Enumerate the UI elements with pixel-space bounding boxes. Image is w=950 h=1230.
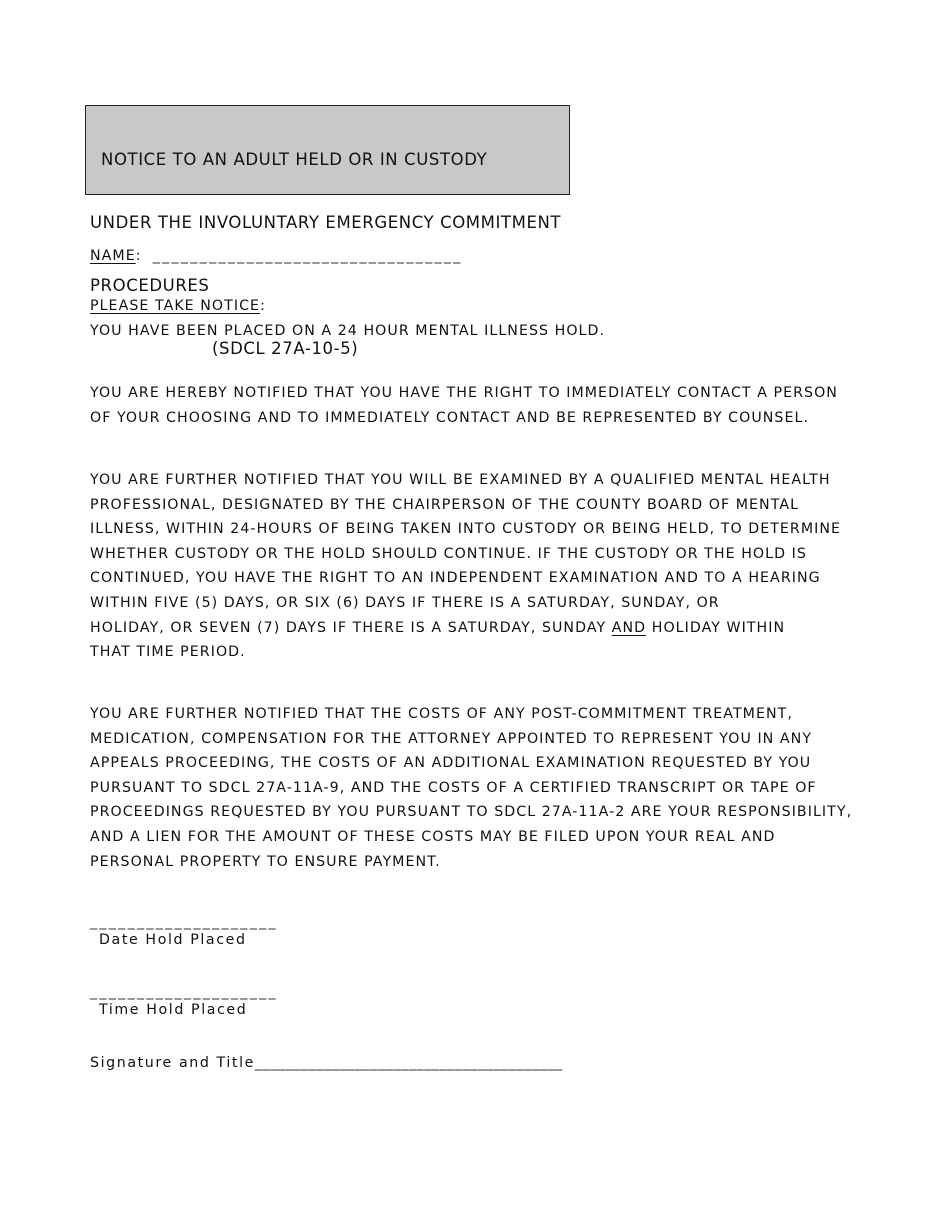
paragraph-examination-rights	[90, 468, 841, 665]
paragraph-line: AND A LIEN FOR THE AMOUNT OF THESE COSTS MAY BE FILED UPON YOUR REAL AND	[90, 828, 776, 845]
paragraph-line: YOU ARE HEREBY NOTIFIED THAT YOU HAVE THE RIGHT TO IMMEDIATELY CONTACT A PERSON	[90, 385, 838, 401]
paragraph-line: YOU ARE FURTHER NOTIFIED THAT YOU WILL BE EXAMINED BY A QUALIFIED MENTAL HEALTH	[90, 472, 831, 488]
name-blank-line[interactable]: _________________________________	[152, 248, 463, 264]
signature-label: Signature and Title	[90, 1055, 255, 1071]
title-line-2: UNDER THE INVOLUNTARY EMERGENCY COMMITMENT	[90, 213, 562, 232]
title-line-1: NOTICE TO AN ADULT HELD OR IN CUSTODY	[101, 150, 488, 169]
statute-reference: (SDCL 27A-10-5)	[212, 339, 359, 358]
paragraph-line: WHETHER CUSTODY OR THE HOLD SHOULD CONTINUE. IF THE CUSTODY OR THE HOLD IS	[90, 545, 807, 562]
paragraph-line: THAT TIME PERIOD.	[90, 644, 246, 661]
date-hold-placed-label: Date Hold Placed	[99, 932, 247, 948]
paragraph-line: PROCEEDINGS REQUESTED BY YOU PURSUANT TO SDCL 27A-11A-2 ARE YOUR RESPONSIBILITY,	[90, 804, 853, 821]
title-line-3: PROCEDURES	[90, 276, 210, 295]
line-text: HOLIDAY, OR SEVEN (7) DAYS IF THERE IS A SATURDAY, SUNDAY	[90, 619, 612, 636]
paragraph-line: WITHIN FIVE (5) DAYS, OR SIX (6) DAYS IF THERE IS A SATURDAY, SUNDAY, OR	[90, 594, 720, 611]
time-hold-placed-label: Time Hold Placed	[99, 1002, 248, 1018]
paragraph-line: PROFESSIONAL, DESIGNATED BY THE CHAIRPERSON OF THE COUNTY BOARD OF MENTAL	[90, 496, 800, 513]
date-blank-line[interactable]: ____________________	[90, 914, 278, 930]
notice-heading-row	[90, 298, 266, 314]
time-blank-line[interactable]: ____________________	[90, 984, 278, 1000]
paragraph-line: OF YOUR CHOOSING AND TO IMMEDIATELY CONTACT AND BE REPRESENTED BY COUNSEL.	[90, 409, 810, 426]
paragraph-costs-responsibility	[90, 702, 852, 874]
notice-colon: :	[260, 298, 266, 314]
name-field-row	[90, 248, 463, 264]
signature-blank-line[interactable]: ________________________________________	[254, 1055, 563, 1071]
paragraph-line: PERSONAL PROPERTY TO ENSURE PAYMENT.	[90, 853, 441, 870]
paragraph-line: MEDICATION, COMPENSATION FOR THE ATTORNEY APPOINTED TO REPRESENT YOU IN ANY	[90, 730, 813, 747]
signature-row	[90, 1055, 563, 1071]
paragraph-line: CONTINUED, YOU HAVE THE RIGHT TO AN INDEPENDENT EXAMINATION AND TO A HEARING	[90, 570, 821, 587]
paragraph-line: YOU ARE FURTHER NOTIFIED THAT THE COSTS OF ANY POST-COMMITMENT TREATMENT,	[90, 706, 793, 722]
paragraph-line: ILLNESS, WITHIN 24-HOURS OF BEING TAKEN INTO CUSTODY OR BEING HELD, TO DETERMINE	[90, 521, 842, 538]
name-colon: :	[135, 248, 142, 264]
paragraph-line: APPEALS PROCEEDING, THE COSTS OF AN ADDITIONAL EXAMINATION REQUESTED BY YOU	[90, 755, 812, 772]
notice-first-line: YOU HAVE BEEN PLACED ON A 24 HOUR MENTAL ILLNESS HOLD.	[90, 323, 606, 339]
paragraph-line: PURSUANT TO SDCL 27A-11A-9, AND THE COSTS OF A CERTIFIED TRANSCRIPT OR TAPE OF	[90, 779, 817, 796]
paragraph-right-to-contact	[90, 381, 838, 430]
line-text: HOLIDAY WITHIN	[646, 619, 786, 636]
name-label: NAME	[90, 248, 136, 264]
underlined-and: AND	[611, 619, 647, 636]
paragraph-line	[90, 616, 841, 641]
notice-heading: PLEASE TAKE NOTICE	[90, 298, 261, 314]
